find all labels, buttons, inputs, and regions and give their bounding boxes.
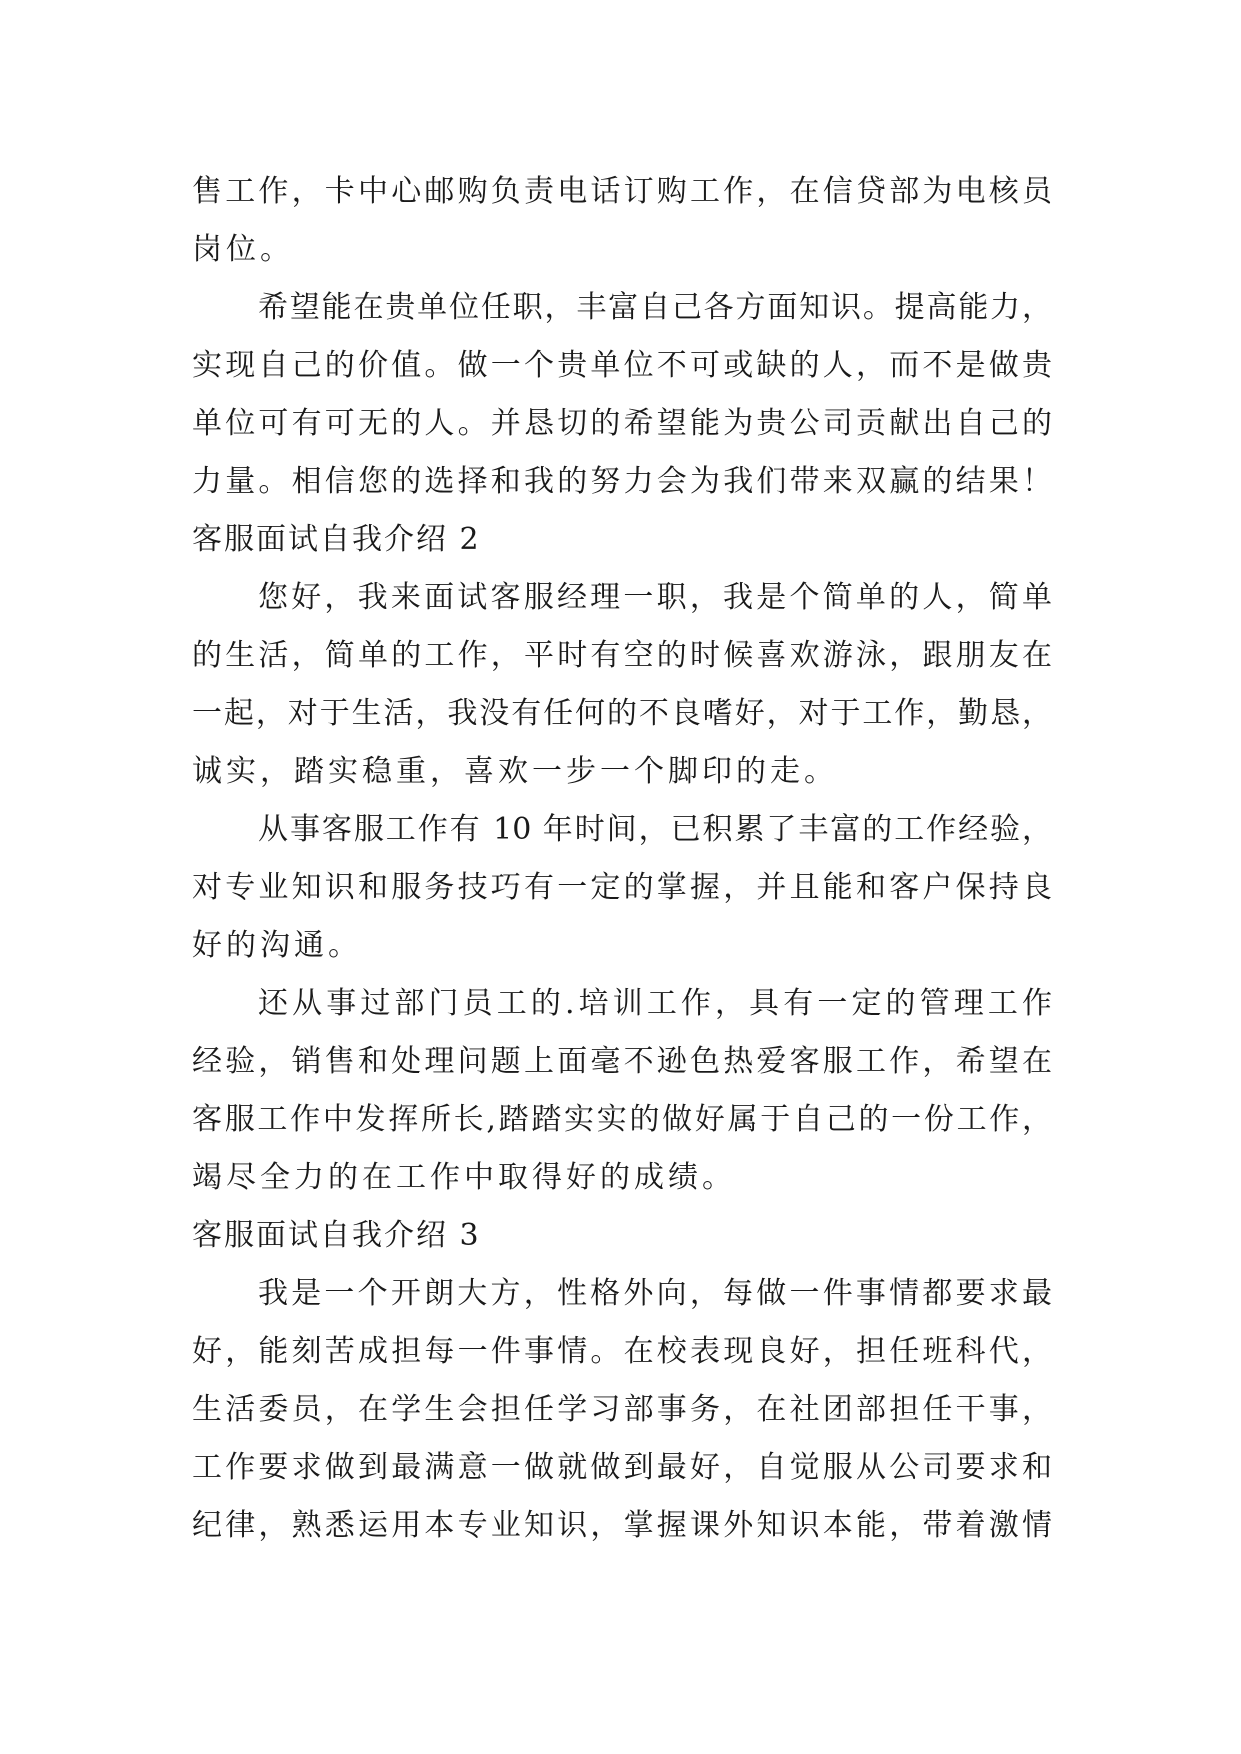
text-line: 售工作，卡中心邮购负责电话订购工作，在信贷部为电核员: [192, 174, 1052, 209]
text-line: 竭尽全力的在工作中取得好的成绩。: [192, 1160, 736, 1195]
text-line: 好的沟通。: [192, 928, 362, 963]
text-line: 好，能刻苦成担每一件事情。在校表现良好，担任班科代，: [192, 1334, 1052, 1369]
text-line: 您好，我来面试客服经理一职，我是个简单的人，简单: [258, 580, 1052, 615]
text-line: 工作要求做到最满意一做就做到最好，自觉服从公司要求和: [192, 1450, 1052, 1485]
text-line: 生活委员，在学生会担任学习部事务，在社团部担任干事，: [192, 1392, 1052, 1427]
text-line: 对专业知识和服务技巧有一定的掌握，并且能和客户保持良: [192, 870, 1052, 905]
text-line: 实现自己的价值。做一个贵单位不可或缺的人，而不是做贵: [192, 348, 1052, 383]
text-line: 从事客服工作有 10 年时间，已积累了丰富的工作经验，: [258, 812, 1052, 847]
text-line: 客服工作中发挥所长,踏踏实实的做好属于自己的一份工作，: [192, 1102, 1052, 1137]
document-page: [192, 163, 1052, 1555]
text-line: 诚实，踏实稳重，喜欢一步一个脚印的走。: [192, 754, 838, 789]
text-line: 希望能在贵单位任职，丰富自己各方面知识。提高能力，: [258, 290, 1052, 325]
section-heading: 客服面试自我介绍 3: [192, 1218, 481, 1253]
text-line: 岗位。: [192, 232, 294, 267]
text-line: 还从事过部门员工的.培训工作，具有一定的管理工作: [258, 986, 1052, 1021]
text-line: 我是一个开朗大方，性格外向，每做一件事情都要求最: [258, 1276, 1052, 1311]
text-line: 纪律，熟悉运用本专业知识，掌握课外知识本能，带着激情: [192, 1508, 1052, 1543]
text-line: 经验，销售和处理问题上面毫不逊色热爱客服工作，希望在: [192, 1044, 1052, 1079]
text-line: 一起，对于生活，我没有任何的不良嗜好，对于工作，勤恳，: [192, 696, 1052, 731]
text-line: 的生活，简单的工作，平时有空的时候喜欢游泳，跟朋友在: [192, 638, 1052, 673]
text-line: 单位可有可无的人。并恳切的希望能为贵公司贡献出自己的: [192, 406, 1052, 441]
text-line: 力量。相信您的选择和我的努力会为我们带来双赢的结果！: [192, 464, 1052, 499]
section-heading: 客服面试自我介绍 2: [192, 522, 481, 557]
